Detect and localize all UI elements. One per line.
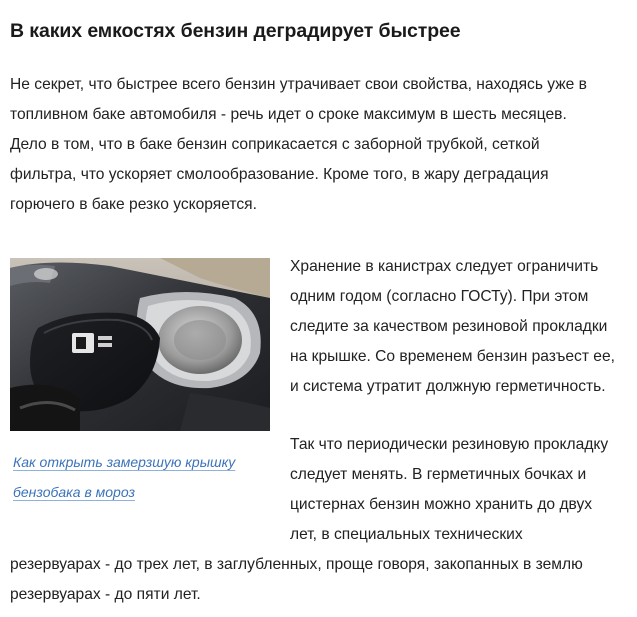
text-line: лет, в специальных технических (290, 526, 523, 543)
text-line: Не секрет, что быстрее всего бензин утрачивает свои свойства, находясь уже в (10, 76, 587, 93)
article-figure (10, 258, 270, 507)
text-line: цистернах бензин можно хранить до двух (290, 496, 593, 513)
text-line: на крышке. Со временем бензин разъест ее, (290, 348, 615, 365)
related-article-link[interactable] (10, 447, 263, 507)
text-line: фильтра, что ускоряет смолообразование. Кроме того, в жару деградация (10, 166, 549, 183)
paragraph-fuel-tank (10, 70, 632, 220)
paragraph-canisters (290, 252, 637, 402)
fuel-cap-photo (10, 258, 270, 431)
text-line: резервуарах - до трех лет, в заглубленных, проще говоря, закопанных в землю (10, 556, 583, 573)
text-line: Дело в том, что в баке бензин соприкасается с заборной трубкой, сеткой (10, 136, 540, 153)
text-line: следует менять. В герметичных бочках и (290, 466, 587, 483)
paragraph-barrels (290, 430, 637, 550)
caption-line: Как открыть замерзшую крышку (13, 454, 236, 470)
text-line: Хранение в канистрах следует ограничить (290, 258, 599, 275)
text-line: резервуарах - до пяти лет. (10, 586, 201, 603)
article-title: В каких емкостях бензин деградирует быстрее (10, 20, 461, 42)
caption-line: бензобака в мороз (13, 484, 135, 500)
text-line: одним годом (согласно ГОСТу). При этом (290, 288, 589, 305)
text-line: горючего в баке резко ускоряется. (10, 196, 257, 213)
text-line: Так что периодически резиновую прокладку (290, 436, 609, 453)
paragraph-barrels-continued (10, 550, 635, 610)
text-line: топливном баке автомобиля - речь идет о сроке максимум в шесть месяцев. (10, 106, 567, 123)
text-line: следите за качеством резиновой прокладки (290, 318, 608, 335)
text-line: и система утратит должную герметичность. (290, 378, 606, 395)
